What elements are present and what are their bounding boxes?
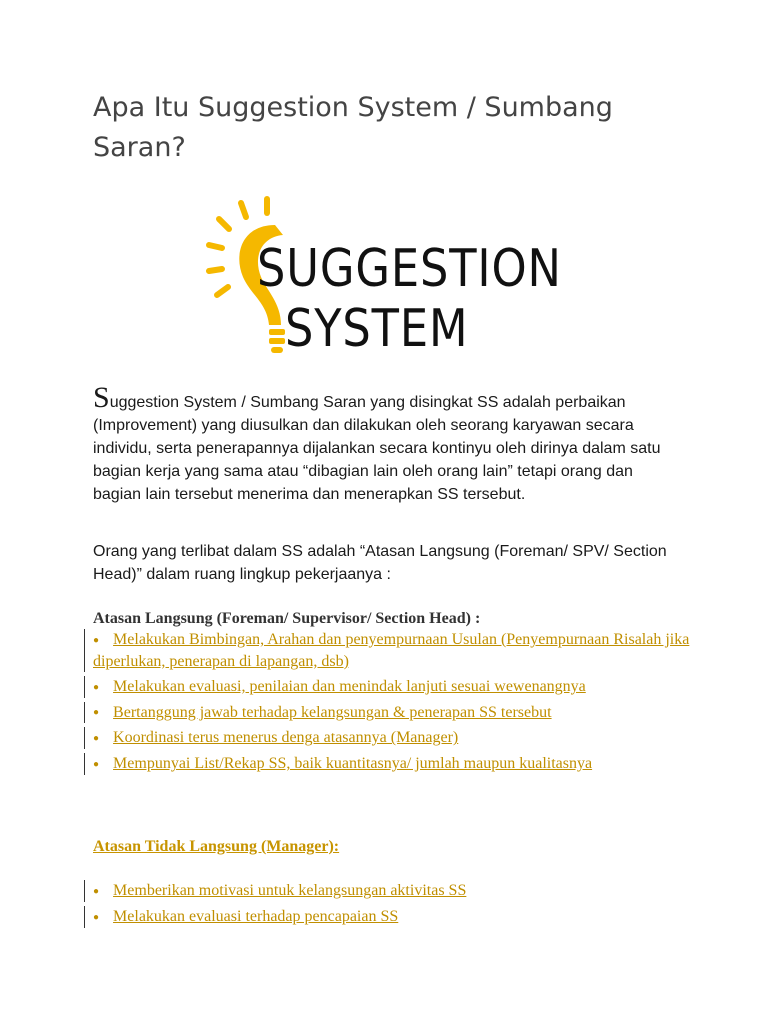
bullet-icon: ● bbox=[93, 733, 100, 745]
list-item bbox=[84, 727, 694, 749]
list-link[interactable]: Bertanggung jawab terhadap kelangsungan & penerapan SS tersebut bbox=[113, 703, 552, 721]
suggestion-system-logo bbox=[205, 195, 575, 370]
intro-paragraph-2: Orang yang terlibat dalam SS adalah “Atasan Langsung (Foreman/ SPV/ Section Head)” dalam ruang lingkup pekerjaanya : bbox=[93, 543, 667, 583]
list-item bbox=[84, 753, 694, 775]
logo-text-suggestion: SUGGESTION bbox=[257, 239, 562, 299]
list-item bbox=[84, 629, 694, 672]
list-link[interactable]: Melakukan evaluasi, penilaian dan menindak lanjuti sesuai wewenangnya bbox=[113, 677, 586, 695]
section-heading-atasan-tidak-langsung[interactable]: Atasan Tidak Langsung (Manager): bbox=[93, 838, 340, 855]
intro-paragraph bbox=[93, 381, 683, 506]
list-link[interactable]: Memberikan motivasi untuk kelangsungan aktivitas SS bbox=[113, 882, 467, 899]
logo-text-system: SYSTEM bbox=[285, 299, 469, 359]
list-item bbox=[84, 676, 694, 698]
intro-text: uggestion System / Sumbang Saran yang disingkat SS adalah perbaikan (Improvement) yang diusulkan dan dilakukan oleh seorang karyawan secara individu, serta penerapannya dijalankan secara kontinyu oleh dirinya dalam satu bagian kerja yang sama atau “dibagian lain oleh orang lain” tetapi orang dan bagian lain tersebut menerima dan menerapkan SS tersebut. bbox=[93, 394, 661, 503]
bullet-icon: ● bbox=[93, 681, 100, 693]
page-title: Apa Itu Suggestion System / Sumbang Saran? bbox=[93, 92, 613, 163]
list-link[interactable]: Melakukan Bimbingan, Arahan dan penyempurnaan Usulan (Penyempurnaan Risalah jika diperlukan, penerapan di lapangan, dsb) bbox=[93, 631, 690, 670]
atasan-langsung-list bbox=[84, 629, 694, 779]
bullet-icon: ● bbox=[93, 707, 100, 719]
list-item bbox=[84, 702, 694, 724]
list-link[interactable]: Melakukan evaluasi terhadap pencapaian SS bbox=[113, 907, 399, 925]
bullet-icon: ● bbox=[93, 911, 100, 923]
drop-cap: S bbox=[93, 381, 110, 414]
atasan-tidak-langsung-list bbox=[84, 880, 694, 932]
list-link[interactable]: Koordinasi terus menerus denga atasannya (Manager) bbox=[113, 729, 459, 747]
list-item bbox=[84, 906, 694, 928]
bullet-icon: ● bbox=[93, 885, 100, 897]
list-item bbox=[84, 880, 694, 902]
list-link[interactable]: Mempunyai List/Rekap SS, baik kuantitasnya/ jumlah maupun kualitasnya bbox=[113, 755, 593, 773]
bullet-icon: ● bbox=[93, 759, 100, 771]
bullet-icon: ● bbox=[93, 634, 100, 646]
section-heading-atasan-langsung: Atasan Langsung (Foreman/ Supervisor/ Section Head) : bbox=[93, 610, 481, 627]
